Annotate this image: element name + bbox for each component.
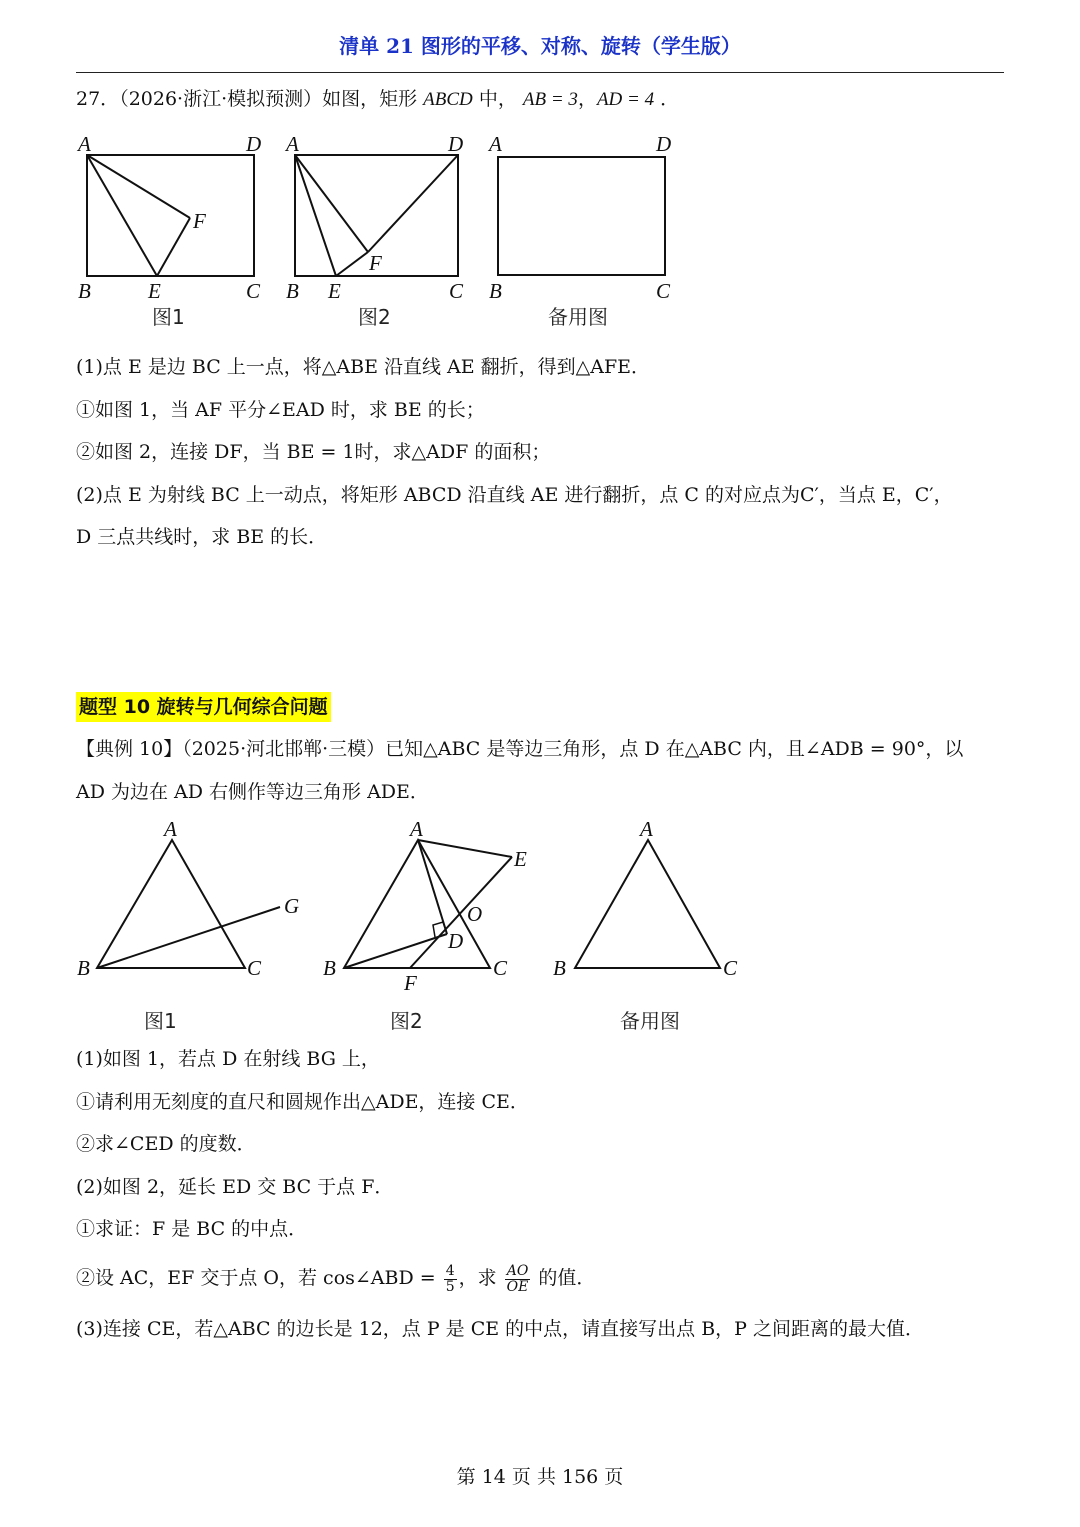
ex-fig2-label-F: F bbox=[404, 971, 417, 995]
fig3-label-D: D bbox=[656, 132, 672, 156]
page-footer: 第 14 页 共 156 页 bbox=[456, 1466, 624, 1488]
section-title: 题型 10 旋转与几何综合问题 bbox=[76, 692, 331, 722]
ex-fig3-label-C: C bbox=[723, 956, 738, 980]
ex10-line2: AD 为边在 AD 右侧作等边三角形 ADE． bbox=[76, 781, 429, 803]
ex10-part1: (1)如图 1，若点 D 在射线 BG 上， bbox=[76, 1048, 380, 1070]
ex-fig1-label-A: A bbox=[164, 817, 177, 841]
ex-fig3-label-B: B bbox=[553, 956, 566, 980]
ex10-fig1-caption: 图1 bbox=[144, 1009, 177, 1033]
fig2-label-C: C bbox=[449, 279, 464, 303]
fig1-label-D: D bbox=[246, 132, 262, 156]
fig1-label-B: B bbox=[78, 279, 91, 303]
ex-fig1-label-G: G bbox=[284, 894, 300, 918]
ex10-figure-2 bbox=[344, 840, 512, 968]
ex10-fig2-caption: 图2 bbox=[390, 1009, 423, 1033]
fig1-label-A: A bbox=[78, 132, 91, 156]
ex10-part1-1: ①请利用无刻度的直尺和圆规作出△ADE，连接 CE． bbox=[76, 1091, 529, 1113]
fig3-label-C: C bbox=[656, 279, 671, 303]
fig3-label-B: B bbox=[489, 279, 502, 303]
ex10-part2-2-text-a: ②设 AC，EF 交于点 O，若 cos∠ABD = bbox=[76, 1267, 436, 1289]
ex10-part2-2-text-c: 的值． bbox=[538, 1267, 596, 1289]
fraction-cos-num: 4 bbox=[445, 1262, 455, 1279]
q27-intro-text: （2026·浙江·模拟预测）如图，矩形 bbox=[119, 88, 418, 110]
q27-part1: (1)点 E 是边 BC 上一点，将△ABE 沿直线 AE 翻折，得到△AFE． bbox=[76, 356, 651, 378]
ex10-figure-1 bbox=[97, 840, 280, 968]
ex10-part3: (3)连接 CE，若△ABC 的边长是 12，点 P 是 CE 的中点，请直接写出点 B，P 之间距离的最大值． bbox=[76, 1318, 924, 1340]
q27-ab: AB = 3 bbox=[522, 89, 578, 110]
q27-ad: AD = 4 bbox=[596, 89, 655, 110]
ex-fig2-label-C: C bbox=[493, 956, 508, 980]
ex-fig2-label-O: O bbox=[467, 902, 483, 926]
q27-fig1-caption: 图1 bbox=[152, 305, 185, 329]
ex10-part2-1: ①求证：F 是 BC 的中点． bbox=[76, 1218, 308, 1240]
fig2-label-E: E bbox=[328, 279, 341, 303]
fig2-label-F: F bbox=[369, 251, 382, 275]
q27-part1-2: ②如图 2，连接 DF，当 BE = 1时，求△ADF 的面积； bbox=[76, 441, 551, 463]
q27-end: ． bbox=[660, 88, 680, 110]
ex10-part2-2 bbox=[76, 1258, 595, 1298]
fig1-label-E: E bbox=[148, 279, 161, 303]
q27-sep: ， bbox=[577, 88, 597, 110]
ex-fig2-label-E: E bbox=[514, 847, 527, 871]
q27-figure-spare bbox=[498, 157, 665, 275]
fig2-label-A: A bbox=[286, 132, 299, 156]
ex-fig1-label-B: B bbox=[77, 956, 90, 980]
fig2-label-B: B bbox=[286, 279, 299, 303]
page-header: 清单 21 图形的平移、对称、旋转（学生版） bbox=[339, 34, 741, 58]
ex-fig2-label-B: B bbox=[323, 956, 336, 980]
ex-fig3-label-A: A bbox=[640, 817, 653, 841]
q27-part2-line1: (2)点 E 为射线 BC 上一动点，将矩形 ABCD 沿直线 AE 进行翻折，点 C 的对应点为C′，当点 E，C′， bbox=[76, 484, 953, 506]
fig1-label-C: C bbox=[246, 279, 261, 303]
ex-fig2-label-D: D bbox=[448, 929, 464, 953]
q27-part1-1: ①如图 1，当 AF 平分∠EAD 时，求 BE 的长； bbox=[76, 399, 485, 421]
q27-fig3-caption: 备用图 bbox=[548, 305, 608, 329]
ex10-fig3-caption: 备用图 bbox=[620, 1009, 680, 1033]
ex10-line1: 【典例 10】（2025·河北邯郸·三模）已知△ABC 是等边三角形，点 D 在△ABC 内，且∠ADB = 90°，以 bbox=[76, 738, 964, 760]
q27-fig2-caption: 图2 bbox=[358, 305, 391, 329]
fraction-ao-oe bbox=[505, 1264, 531, 1295]
q27-part2-line2: D 三点共线时，求 BE 的长． bbox=[76, 526, 328, 548]
q27-number: 27． bbox=[76, 88, 120, 110]
ex10-part1-2: ②求∠CED 的度数． bbox=[76, 1133, 256, 1155]
fig3-label-A: A bbox=[489, 132, 502, 156]
ex10-figure-spare bbox=[575, 840, 720, 968]
q27-rect-name: ABCD bbox=[423, 89, 473, 110]
fig2-label-D: D bbox=[448, 132, 464, 156]
q27-intro-mid: 中， bbox=[478, 88, 517, 110]
fraction-cos-den: 5 bbox=[445, 1278, 455, 1295]
ex-fig1-label-C: C bbox=[247, 956, 262, 980]
q27-figure-1 bbox=[87, 155, 254, 276]
fig1-label-F: F bbox=[193, 209, 206, 233]
ex10-part2-2-text-b: ，求 bbox=[458, 1267, 497, 1289]
fraction-cos bbox=[444, 1264, 457, 1295]
ex-fig2-label-A: A bbox=[410, 817, 423, 841]
ex10-part2: (2)如图 2，延长 ED 交 BC 于点 F． bbox=[76, 1176, 394, 1198]
fraction-oe-den: OE bbox=[506, 1278, 529, 1295]
fraction-ao-num: AO bbox=[506, 1262, 529, 1279]
